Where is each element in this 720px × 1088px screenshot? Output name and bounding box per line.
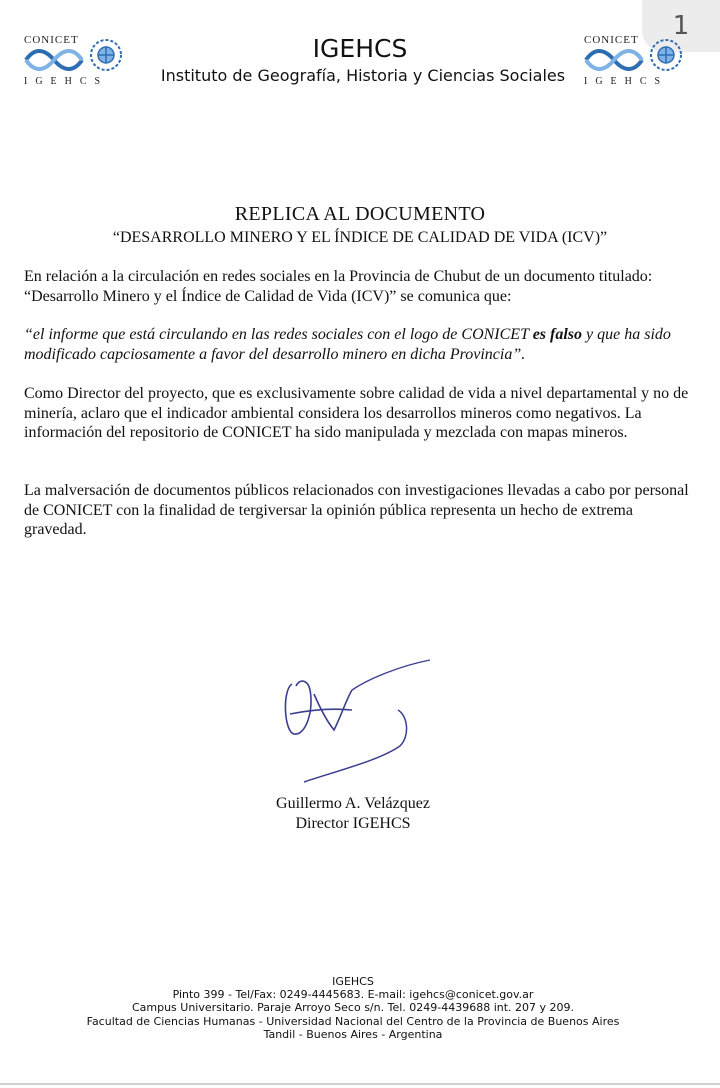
document-subtitle: “DESARROLLO MINERO Y EL ÍNDICE DE CALIDAD DE VIDA (ICV)” [112,229,608,246]
paragraph-quote [24,325,692,364]
paragraph-intro: En relación a la circulación en redes sociales en la Provincia de Chubut de un documento titulado: “Desarrollo Minero y el Índice de Calidad de Vida (ICV)” se comunica que: [24,268,653,305]
handwritten-signature [270,650,440,790]
quote-emphasis: es falso [532,326,583,343]
signatory-role: Director IGEHCS [295,815,411,832]
document-title: REPLICA AL DOCUMENTO [234,203,486,225]
logo-letters: IGEHCS [24,76,109,87]
logo-word: CONICET [584,34,639,46]
header-title: IGEHCS [312,34,408,63]
signatory-name: Guillermo A. Velázquez [276,795,430,812]
logo-word: CONICET [24,34,79,46]
paragraph-conclusion: La malversación de documentos públicos relacionados con investigaciones llevadas a cabo por personal de CONICET con la finalidad de tergiversar la opinión pública representa un hecho de extrema gravedad. [24,482,689,538]
header-subtitle: Instituto de Geografía, Historia y Ciencias Sociales [160,66,566,85]
quote-text-end: y que ha sido modificado capciosamente a favor del desarrollo minero en dicha Provincia”. [24,326,671,363]
footer-faculty: Facultad de Ciencias Humanas - Universidad Nacional del Centro de la Provincia de Buenos Aires [86,1014,620,1028]
page-number: 1 [672,11,690,41]
footer-institute: IGEHCS [332,975,374,988]
paragraph-director-statement: Como Director del proyecto, que es exclusivamente sobre calidad de vida a nivel departamental y no de minería, aclaro que el indicador ambiental considera los desarrollos mineros como negativos. La información del repositorio de CONICET ha sido manipulada y mezclada con mapas mineros. [24,385,689,441]
bottom-divider [0,1083,720,1085]
quote-text-start: “el informe que está circulando en las redes sociales con el logo de CONICET [24,326,533,343]
logo-letters: IGEHCS [584,76,669,87]
footer-campus: Campus Universitario. Paraje Arroyo Seco s/n. Tel. 0249-4439688 int. 207 y 209. [131,1001,575,1015]
footer-address: Pinto 399 - Tel/Fax: 0249-4445683. E-mail: igehcs@conicet.gov.ar [172,988,534,1002]
footer-location: Tandil - Buenos Aires - Argentina [263,1027,443,1041]
footer [0,975,706,1041]
